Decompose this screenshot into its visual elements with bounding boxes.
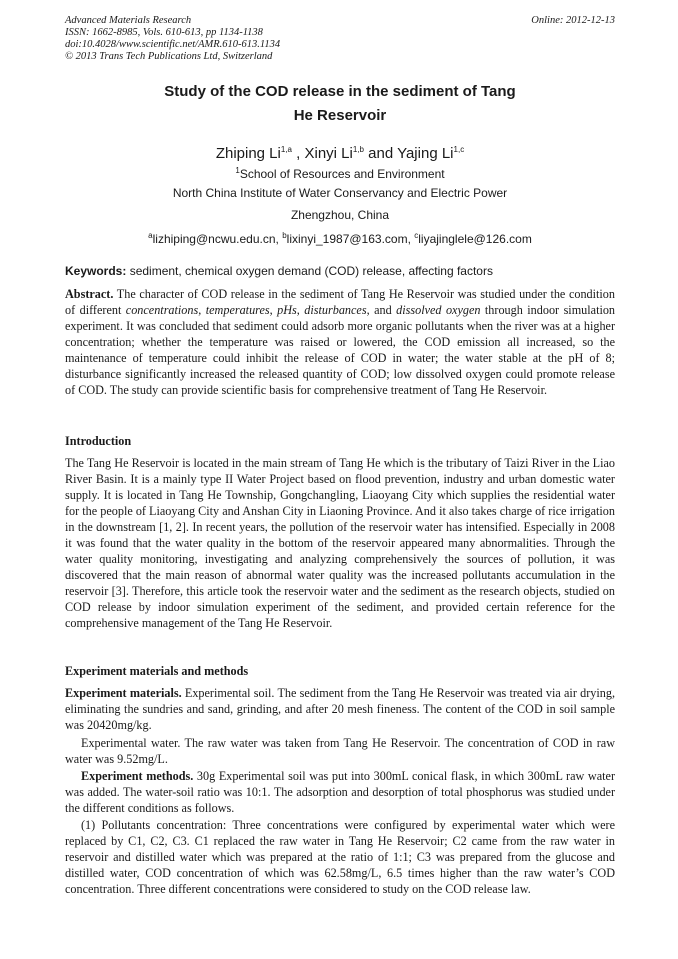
methods-label: Experiment methods. bbox=[81, 769, 194, 783]
author-3-sup: 1,c bbox=[453, 145, 465, 154]
abstract-text-5: , and bbox=[366, 303, 397, 317]
doi-line: doi:10.4028/www.scientific.net/AMR.610-613.1134 bbox=[65, 39, 281, 50]
keywords-label: Keywords: bbox=[65, 264, 127, 278]
author-sep-2: and bbox=[363, 145, 398, 162]
abstract bbox=[65, 286, 615, 398]
email-sup-b: b bbox=[282, 231, 287, 240]
author-emails bbox=[65, 229, 615, 246]
abstract-text-2: , bbox=[198, 303, 206, 317]
affiliation-city: Zhengzhou, China bbox=[290, 208, 390, 222]
journal-name: Advanced Materials Research bbox=[65, 15, 192, 26]
introduction-heading: Introduction bbox=[65, 434, 132, 448]
abstract-italic-temperatures: temperatures bbox=[205, 303, 270, 317]
affil-sup: 1 bbox=[235, 166, 240, 175]
author-1-sup: 1,a bbox=[280, 145, 292, 154]
online-date: Online: 2012-12-13 bbox=[531, 15, 615, 26]
author-sep-1: , bbox=[291, 145, 305, 162]
methods-text: 30g Experimental soil was put into 300mL conical flask, in which 300mL raw water was added. The water-soil ratio was 10:1. The adsorption and desorption of total phosphorus was studied under the different conditions as follows. bbox=[65, 769, 616, 815]
abstract-text-4: , bbox=[296, 303, 305, 317]
affiliation-school bbox=[65, 164, 615, 181]
methods-heading: Experiment materials and methods bbox=[65, 664, 249, 678]
materials-label: Experiment materials. bbox=[65, 686, 182, 700]
journal-header bbox=[65, 15, 615, 63]
affil-school-text: School of Resources and Environment bbox=[239, 167, 445, 181]
abstract-text-3: , bbox=[269, 303, 278, 317]
issn-line: ISSN: 1662-8985, Vols. 610-613, pp 1134-1138 bbox=[65, 27, 263, 38]
keywords-text: sediment, chemical oxygen demand (COD) release, affecting factors bbox=[126, 264, 493, 278]
author-list bbox=[65, 140, 615, 164]
copyright-line: © 2013 Trans Tech Publications Ltd, Switzerland bbox=[65, 51, 273, 62]
author-3: Yajing Li bbox=[397, 145, 454, 162]
email-b: lixinyi_1987@163.com, bbox=[286, 232, 415, 246]
abstract-label: Abstract. bbox=[65, 287, 114, 301]
abstract-italic-dissolved-oxygen: dissolved oxygen bbox=[396, 303, 481, 317]
author-2: Xinyi Li bbox=[304, 145, 353, 162]
introduction-text: The Tang He Reservoir is located in the main stream of Tang He which is the tributary of Taizi River in the Liao River Basin. It is a mainly type II Water Project based on flood prevention, industry and urban domestic water supply. It is located in Tang He Township, Gongchangling, Liaoyang City which supplies the residential water for the people of Liaoyang City and Anshan City in Liaoning Province. And it also takes charge of rice irrigation in the downstream [1, 2]. In recent years, the pollution of the reservoir water has intensified. Especially in 2008 it was found that the water quality in the bottom of the reservoir appeared many abnormalities. Through the water quality monitoring, investigating and analyzing comprehensively the sources of pollution, it was discovered that the main reason of abnormal water quality was the increased pollutants accumulation in the reservoir [3]. Therefore, this article took the reservoir water and the sediment as the research objects, studied on COD release by indoor simulation experiment of the sediment, and provided certain reference for the comprehensive management of the Tang He Reservoir. bbox=[65, 456, 615, 630]
title-line-2: He Reservoir bbox=[293, 107, 387, 124]
author-2-sup: 1,b bbox=[352, 145, 364, 154]
paper-title bbox=[65, 80, 615, 128]
email-c: liyajinglele@126.com bbox=[418, 232, 532, 246]
experiment-methods-paragraph bbox=[65, 768, 615, 816]
email-sup-a: a bbox=[148, 231, 153, 240]
pollutants-concentration-item: (1) Pollutants concentration: Three concentrations were configured by experimental water which were replaced by C1, C2, C3. C1 replaced the raw water in Tang He Reservoir; C2 came from the raw water in reservoir and distilled water which was prepared at the ratio of 1:1; C3 was prepared from the glucose and distilled water, COD concentration of which was 62.58mg/L, 6.5 times higher than the raw water’s COD concentration. Three different concentrations were considered to study on the COD release law. bbox=[65, 818, 615, 896]
experimental-water-paragraph: Experimental water. The raw water was taken from Tang He Reservoir. The concentration of COD in raw water was 9.52mg/L. bbox=[65, 736, 615, 766]
abstract-italic-phs: pHs bbox=[277, 303, 297, 317]
author-1: Zhiping Li bbox=[215, 145, 281, 162]
materials-text: Experimental soil. The sediment from the Tang He Reservoir was treated via air drying, eliminating the sundries and sand, grinding, and after 20 mesh fineness. The content of the COD in soil sample was 20420mg/kg. bbox=[65, 686, 615, 732]
email-a: lizhiping@ncwu.edu.cn, bbox=[152, 232, 283, 246]
email-sup-c: c bbox=[414, 231, 419, 240]
abstract-text-1: The character of COD release in the sediment of Tang He Reservoir was studied under the condition of different bbox=[65, 287, 615, 317]
title-line-1: Study of the COD release in the sediment of Tang bbox=[164, 83, 516, 100]
affiliation-institute: North China Institute of Water Conservancy and Electric Power bbox=[172, 186, 508, 200]
abstract-italic-concentrations: concentrations bbox=[125, 303, 199, 317]
experiment-materials-paragraph bbox=[65, 685, 615, 733]
abstract-italic-disturbances: disturbances bbox=[304, 303, 367, 317]
abstract-text-6: through indoor simulation experiment. It was concluded that sediment could adsorb more organic pollutants when the river was at a higher concentration; whether the temperature was raised or lowered, the COD emission all increased, so the maintenance of temperature could inhibit the release of COD in water; the water stable at the pH of 8; disturbance significantly increased the released quantity of COD; low dissolved oxygen could promote release of COD. The study can provide scientific basis for comprehensive treatment of Tang He Reservoir. bbox=[65, 303, 616, 397]
keywords bbox=[65, 264, 615, 278]
